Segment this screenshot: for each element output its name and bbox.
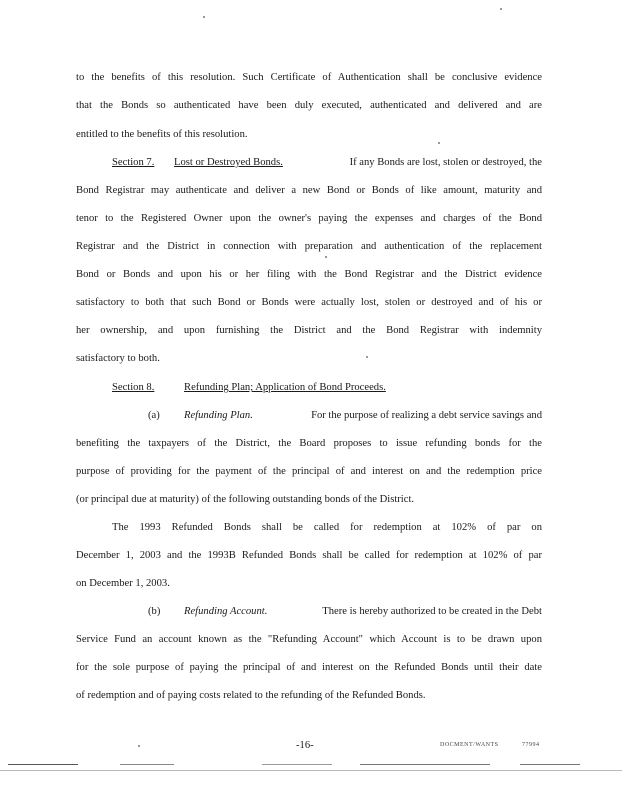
section-7-intro: If any Bonds are lost, stolen or destroyed, the	[349, 157, 542, 168]
body-line: Bond Registrar may authenticate and deliver a new Bond or Bonds of like amount, maturity and	[76, 185, 542, 196]
body-line: purpose of providing for the payment of the principal of and interest on and the redemption price	[76, 466, 542, 477]
subsection-b-label: (b)	[148, 606, 161, 617]
body-line: for the sole purpose of paying the principal of and interest on the Refunded Bonds until their date	[76, 662, 542, 673]
scan-edge-line	[520, 764, 580, 765]
body-line: entitled to the benefits of this resolution.	[76, 129, 248, 140]
scan-speck	[500, 8, 502, 10]
scan-edge-line	[8, 764, 78, 765]
body-line: tenor to the Registered Owner upon the owner's paying the expenses and charges of the Bond	[76, 213, 542, 224]
body-line: of redemption and of paying costs related to the refunding of the Refunded Bonds.	[76, 690, 426, 701]
body-line: satisfactory to both.	[76, 353, 160, 364]
body-line: her ownership, and upon furnishing the District and the Bond Registrar with indemnity	[76, 325, 542, 336]
scan-edge-line	[0, 770, 622, 771]
body-line: (or principal due at maturity) of the following outstanding bonds of the District.	[76, 494, 415, 505]
section-7-title: Lost or Destroyed Bonds.	[174, 157, 283, 168]
scan-edge-line	[120, 764, 174, 765]
document-tag: DOCMENT/WANTS	[440, 742, 499, 748]
body-line: December 1, 2003 and the 1993B Refunded Bonds shall be called for redemption at 102% of par	[76, 550, 542, 561]
body-line: The 1993 Refunded Bonds shall be called for redemption at 102% of par on	[112, 522, 542, 533]
body-line: on December 1, 2003.	[76, 578, 170, 589]
subsection-b-intro: There is hereby authorized to be created in the Debt	[322, 606, 542, 617]
body-line: that the Bonds so authenticated have been duly executed, authenticated and delivered and are	[76, 100, 542, 111]
body-line: benefiting the taxpayers of the District, the Board proposes to issue refunding bonds for the	[76, 438, 542, 449]
scan-edge-line	[262, 764, 332, 765]
body-line: Service Fund an account known as the "Refunding Account" which Account is to be drawn upon	[76, 634, 542, 645]
body-line: to the benefits of this resolution. Such Certificate of Authentication shall be conclusive evidence	[76, 72, 542, 83]
subsection-a-title: Refunding Plan.	[184, 410, 253, 421]
page-number: -16-	[296, 740, 314, 751]
document-code: 77994	[522, 742, 540, 748]
scan-speck	[138, 745, 140, 747]
section-7-number: Section 7.	[112, 157, 155, 168]
scan-speck	[438, 142, 440, 144]
body-line: Bond or Bonds and upon his or her filing with the Bond Registrar and the District evidence	[76, 269, 542, 280]
body-line: Registrar and the District in connection with preparation and authentication of the replacement	[76, 241, 542, 252]
subsection-b-title: Refunding Account.	[184, 606, 268, 617]
section-8-number: Section 8.	[112, 382, 155, 393]
subsection-a-label: (a)	[148, 410, 160, 421]
body-line: satisfactory to both that such Bond or Bonds were actually lost, stolen or destroyed and of his or	[76, 297, 542, 308]
scan-speck	[203, 16, 205, 18]
subsection-b-heading-line	[148, 605, 542, 619]
subsection-a-intro: For the purpose of realizing a debt service savings and	[311, 410, 542, 421]
section-7-heading-line	[112, 156, 542, 170]
subsection-a-heading-line	[148, 409, 542, 423]
section-8-heading-line	[112, 381, 386, 395]
section-8-title: Refunding Plan; Application of Bond Proceeds.	[184, 382, 386, 393]
scan-edge-line	[360, 764, 490, 765]
scan-speck	[366, 356, 368, 358]
scan-speck	[325, 256, 327, 258]
